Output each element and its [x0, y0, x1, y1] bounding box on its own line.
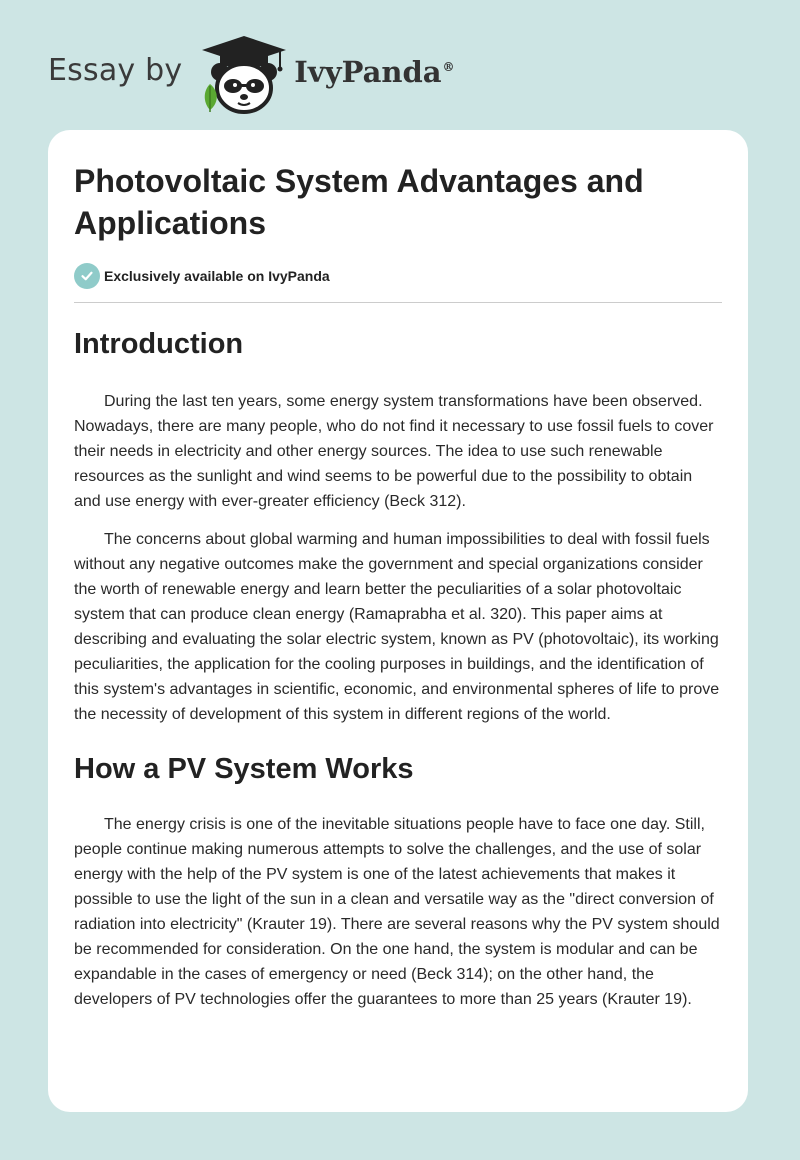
paragraph: During the last ten years, some energy system transformations have been observed. Nowadays, there are many people, who do not find it necessary to use fossil fuels to cover their needs in electricity and other energy sources. The idea to use such renewable resources as the sunlight and wind seems to be powerful due to the possibility to obtain and use energy with ever-greater efficiency (Beck 312). [74, 393, 714, 510]
paragraph: The concerns about global warming and human impossibilities to deal with fossil fuels without any negative outcomes make the government and special organizations consider the worth of renewable energy and learn better the peculiarities of a solar photovoltaic system that can produce clean energy (Ramaprabha et al. 320). This paper aims at describing and evaluating the solar electric system, known as PV (photovoltaic), its working peculiarities, the application for the cooling purposes in buildings, and the identification of this system's advantages in scientific, economic, and environmental spheres of life to prove the necessity of development of this system in different regions of the world. [74, 531, 720, 723]
brand-name: IvyPanda® [294, 55, 455, 89]
section-heading: How a PV System Works [74, 753, 414, 785]
registered-mark: ® [442, 60, 455, 75]
section-introduction [74, 327, 722, 727]
panda-graduate-logo-icon [198, 34, 290, 114]
section-heading: Introduction [74, 328, 244, 360]
paragraph: The energy crisis is one of the inevitable situations people have to face one day. Still, people continue making numerous attempts to solve the challenges, and the use of solar energy with the help of the PV system is one of the latest achievements that makes it possible to use the light of the sun in a clean and versatile way as the "direct conversion of radiation into electricity" (Krauter 19). There are several reasons why the PV system should be recommended for consideration. On the one hand, the system is modular and can be expandable in the cases of emergency or need (Beck 314); on the other hand, the developers of PV technologies offer the guarantees to more than 25 years (Krauter 19). [74, 816, 720, 1008]
divider [74, 302, 722, 303]
section-how-pv-works [74, 752, 722, 1012]
brand-prefix: Essay by [48, 52, 183, 88]
page-title: Photovoltaic System Advantages and Applications [74, 163, 644, 241]
site-brand[interactable] [48, 34, 455, 114]
exclusive-label: Exclusively available on IvyPanda [104, 268, 330, 284]
essay-card [48, 130, 748, 1112]
exclusive-badge [74, 262, 722, 290]
checkmark-icon [74, 263, 100, 289]
